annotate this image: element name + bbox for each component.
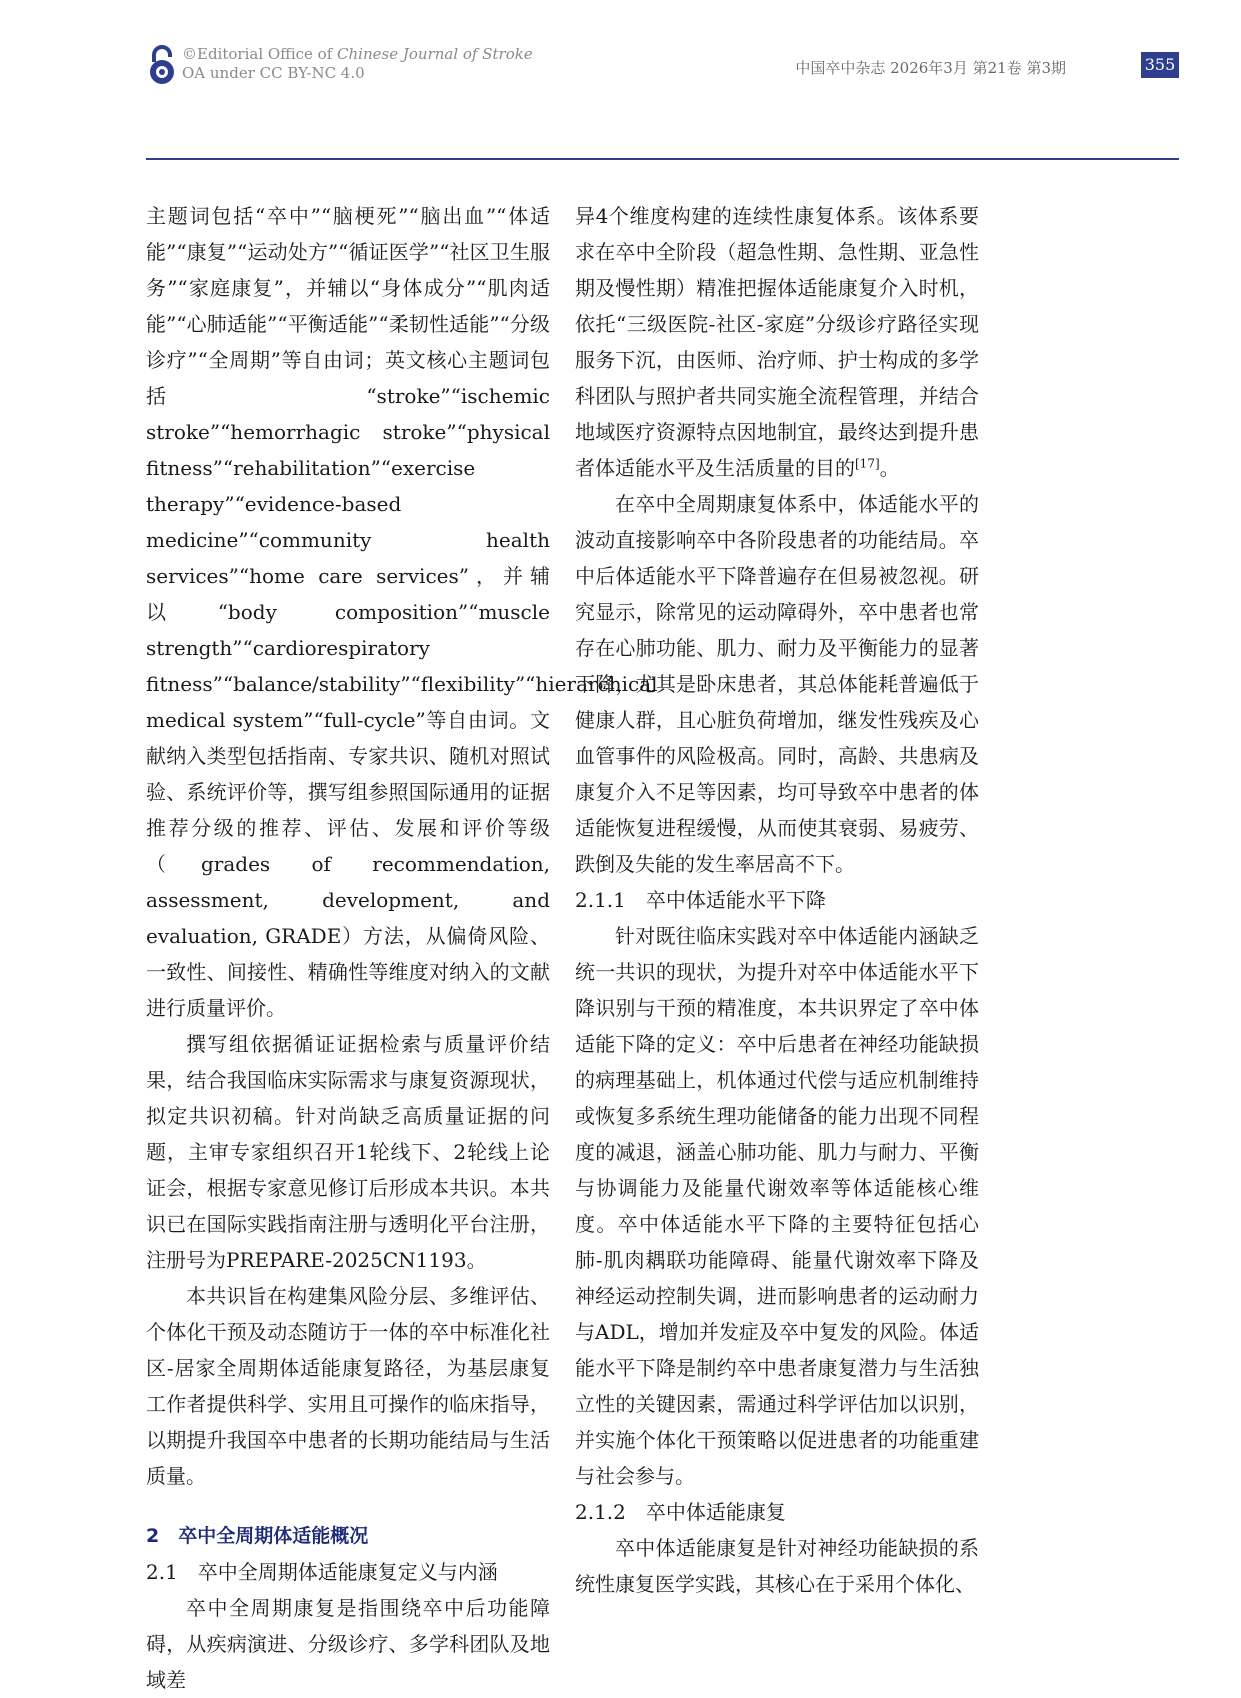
- right-column: [575, 198, 979, 1602]
- copyright-notice: [182, 45, 533, 83]
- citation-ref[interactable]: [17]: [855, 456, 880, 471]
- left-column: [146, 198, 658, 1698]
- journal-name: Chinese Journal of Stroke: [337, 45, 533, 63]
- subsection-heading-2-1-2: 2.1.2 卒中体适能康复: [575, 1500, 786, 1524]
- subsection-heading-2-1: 2.1 卒中全周期体适能康复定义与内涵: [146, 1560, 498, 1584]
- paragraph-rehab-system: [575, 198, 979, 486]
- paragraph-keywords: 主题词包括“卒中”“脑梗死”“脑出血”“体适能”“康复”“运动处方”“循证医学”“社区卫生服务”“家庭康复”，并辅以“身体成分”“肌肉适能”“心肺适能”“平衡适能”“柔韧性适能”“分级诊疗”“全周期”等自由词；英文核心主题词包括“stroke”“ischemic stroke”“hemorrhagic stroke”“physical fitness”“rehabilitation”“exercise therapy”“evidence-based medicine”“community health services”“home care services”，并辅以“body composition”“muscle strength”“cardiorespiratory fitness”“balance/stability”“flexibility”“hierarchical medical system”“full-cycle”等自由词。文献纳入类型包括指南、专家共识、随机对照试验、系统评价等，撰写组参照国际通用的证据推荐分级的推荐、评估、发展和评价等级（grades of recommendation, assessment, development, and evaluation, GRADE）方法，从偏倚风险、一致性、间接性、精确性等维度对纳入的文献进行质量评价。: [146, 204, 658, 1020]
- license-line: OA under CC BY-NC 4.0: [182, 64, 365, 82]
- page-header: [0, 0, 1241, 170]
- section-heading-2: 2 卒中全周期体适能概况: [146, 1525, 369, 1547]
- header-divider: [146, 158, 1179, 160]
- paragraph-consensus-drafting: 撰写组依据循证证据检索与质量评价结果，结合我国临床实际需求与康复资源现状，拟定共识初稿。针对尚缺乏高质量证据的问题，主审专家组织召开1轮线下、2轮线上论证会，根据专家意见修订后形成本共识。本共识已在国际实践指南注册与透明化平台注册，注册号为PREPARE-2025CN1193。: [146, 1032, 550, 1272]
- paragraph-fitness-decline-definition: 针对既往临床实践对卒中体适能内涵缺乏统一共识的现状，为提升对卒中体适能水平下降识别与干预的精准度，本共识界定了卒中体适能下降的定义：卒中后患者在神经功能缺损的病理基础上，机体通过代偿与适应机制维持或恢复多系统生理功能储备的能力出现不同程度的减退，涵盖心肺功能、肌力与耐力、平衡与协调能力及能量代谢效率等体适能核心维度。卒中体适能水平下降的主要特征包括心肺-肌肉耦联功能障碍、能量代谢效率下降及神经运动控制失调，进而影响患者的运动耐力与ADL，增加并发症及卒中复发的风险。体适能水平下降是制约卒中患者康复潜力与生活独立性的关键因素，需通过科学评估加以识别，并实施个体化干预策略以促进患者的功能重建与社会参与。: [575, 924, 979, 1488]
- rehab-system-text: 异4个维度构建的连续性康复体系。该体系要求在卒中全阶段（超急性期、急性期、亚急性期及慢性期）精准把握体适能康复介入时机，依托“三级医院-社区-家庭”分级诊疗路径实现服务下沉，由医师、治疗师、护士构成的多学科团队与照护者共同实施全流程管理，并结合地域医疗资源特点因地制宜，最终达到提升患者体适能水平及生活质量的目的: [575, 204, 979, 480]
- rehab-system-end: 。: [879, 456, 900, 480]
- copyright-line: ©Editorial Office of: [182, 45, 333, 63]
- paragraph-consensus-aim: 本共识旨在构建集风险分层、多维评估、个体化干预及动态随访于一体的卒中标准化社区-居家全周期体适能康复路径，为基层康复工作者提供科学、实用且可操作的临床指导，以期提升我国卒中患者的长期功能结局与生活质量。: [146, 1284, 550, 1488]
- paragraph-full-cycle-definition: 卒中全周期康复是指围绕卒中后功能障碍，从疾病演进、分级诊疗、多学科团队及地域差: [146, 1596, 550, 1692]
- subsection-heading-2-1-1: 2.1.1 卒中体适能水平下降: [575, 888, 826, 912]
- open-access-icon: [145, 44, 179, 86]
- paragraph-fitness-rehab: 卒中体适能康复是针对神经功能缺损的系统性康复医学实践，其核心在于采用个体化、: [575, 1536, 979, 1596]
- paragraph-fitness-fluctuation: 在卒中全周期康复体系中，体适能水平的波动直接影响卒中各阶段患者的功能结局。卒中后体适能水平下降普遍存在但易被忽视。研究显示，除常见的运动障碍外，卒中患者也常存在心肺功能、肌力、耐力及平衡能力的显著下降，尤其是卧床患者，其总体能耗普遍低于健康人群，且心脏负荷增加，继发性残疾及心血管事件的风险极高。同时，高龄、共患病及康复介入不足等因素，均可导致卒中患者的体适能恢复进程缓慢，从而使其衰弱、易疲劳、跌倒及失能的发生率居高不下。: [575, 492, 979, 876]
- journal-issue-info: 中国卒中杂志 2026年3月 第21卷 第3期: [795, 59, 1066, 77]
- page-number-badge: 355: [1141, 52, 1179, 78]
